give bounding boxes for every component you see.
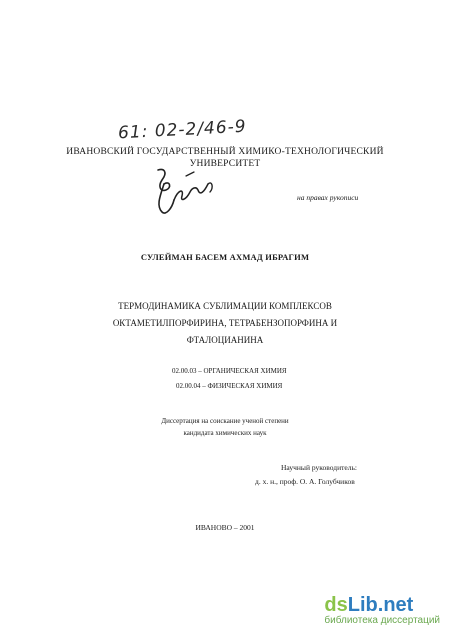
university-line-1: ИВАНОВСКИЙ ГОСУДАРСТВЕННЫЙ ХИМИКО-ТЕХНОЛОГИЧЕСКИЙ — [66, 147, 384, 157]
specialty-physical-chemistry: 02.00.04 – ФИЗИЧЕСКАЯ ХИМИЯ — [176, 382, 283, 390]
degree-statement — [0, 415, 450, 439]
handwritten-signature — [150, 162, 220, 217]
logo-ds: ds — [324, 594, 348, 616]
degree-line-1: Диссертация на соискание ученой степени — [161, 417, 289, 425]
university-line-2: УНИВЕРСИТЕТ — [189, 159, 261, 169]
degree-line-2: кандидата химических наук — [183, 429, 267, 437]
specialty-organic-chemistry: 02.00.03 – ОРГАНИЧЕСКАЯ ХИМИЯ — [172, 367, 287, 375]
city-year: ИВАНОВО – 2001 — [195, 523, 255, 532]
university-name — [0, 146, 450, 170]
dslib-logo — [324, 594, 440, 617]
title-line-3: ФТАЛОЦИАНИНА — [186, 335, 264, 345]
title-line-1: ТЕРМОДИНАМИКА СУБЛИМАЦИИ КОМПЛЕКСОВ — [118, 301, 332, 311]
supervisor-name: д. х. н., проф. О. А. Голубчиков — [255, 477, 355, 486]
logo-net: .net — [377, 594, 414, 616]
dissertation-title — [0, 298, 450, 349]
handwritten-registration-number: 61: 02-2/46-9 — [117, 116, 248, 144]
author-name: СУЛЕЙМАН БАСЕМ АХМАД ИБРАГИМ — [140, 252, 310, 262]
supervisor-label: Научный руководитель: — [281, 463, 357, 472]
logo-subtitle: библиотека диссертаций — [324, 615, 440, 626]
dslib-watermark — [324, 594, 440, 626]
title-line-2: ОКТАМЕТИЛПОРФИРИНА, ТЕТРАБЕНЗОПОРФИНА И — [112, 318, 338, 328]
manuscript-rights-note: на правах рукописи — [297, 193, 359, 202]
logo-lib: Lib — [347, 594, 378, 616]
